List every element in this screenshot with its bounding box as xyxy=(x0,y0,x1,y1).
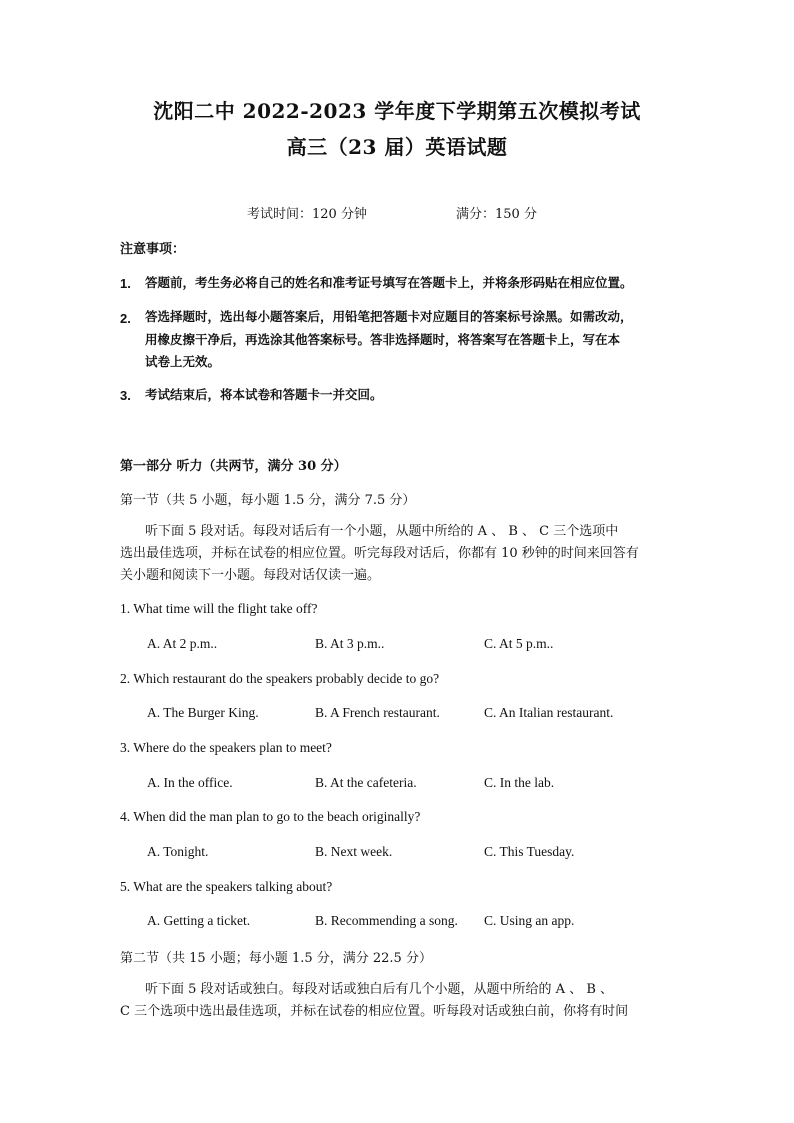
notice-item-number: 2. xyxy=(120,311,131,326)
notice-heading: 注意事项： xyxy=(120,242,186,257)
notice-item-number: 1. xyxy=(120,276,131,291)
option-c: C. This Tuesday. xyxy=(484,844,575,859)
question: 4. When did the man plan to go to the beach originally? xyxy=(120,809,421,824)
instructions-line: 听下面 5 段对话或独白。每段对话或独白后有几个小题，从题中所给的 A 、 B 、 xyxy=(145,982,614,997)
option-b: B. A French restaurant. xyxy=(315,705,440,720)
instructions-line: 关小题和阅读下一小题。每段对话仅读一遍。 xyxy=(120,568,381,583)
option-a: A. The Burger King. xyxy=(147,705,259,720)
option-a: A. Getting a ticket. xyxy=(147,913,251,928)
section-heading: 第二节（共 15 小题；每小题 1.5 分，满分 22.5 分） xyxy=(120,951,432,966)
question: 5. What are the speakers talking about? xyxy=(120,879,333,894)
question: 1. What time will the flight take off? xyxy=(120,601,318,616)
notice-item-text: 试卷上无效。 xyxy=(145,354,221,369)
exam-time: 考试时间：120 分钟 xyxy=(247,207,367,222)
notice-item-number: 3. xyxy=(120,388,131,403)
exam-title: 沈阳二中 2022-2023 学年度下学期第五次模拟考试 xyxy=(153,99,641,123)
option-c: C. Using an app. xyxy=(484,913,575,928)
instructions-line: 选出最佳选项，并标在试卷的相应位置。听完每段对话后，你都有 10 秒钟的时间来回答有 xyxy=(120,546,639,561)
exam-subtitle: 高三（23 届）英语试题 xyxy=(286,135,508,159)
notice-item-text: 考试结束后，将本试卷和答题卡一并交回。 xyxy=(145,387,383,402)
option-b: B. Next week. xyxy=(315,844,393,859)
option-c: C. At 5 p.m.. xyxy=(484,636,554,651)
option-c: C. In the lab. xyxy=(484,775,555,790)
part-heading: 第一部分 听力（共两节，满分 30 分） xyxy=(120,459,347,474)
option-a: A. At 2 p.m.. xyxy=(147,636,218,651)
instructions-line: C 三个选项中选出最佳选项，并标在试卷的相应位置。听每段对话或独白前，你将有时间 xyxy=(120,1004,629,1019)
notice-item-text: 用橡皮擦干净后，再选涂其他答案标号。答非选择题时，将答案写在答题卡上，写在本 xyxy=(145,332,621,347)
instructions-line: 听下面 5 段对话。每段对话后有一个小题，从题中所给的 A 、 B 、 C 三个选项中 xyxy=(145,524,619,539)
question: 3. Where do the speakers plan to meet? xyxy=(120,740,332,755)
option-a: A. In the office. xyxy=(147,775,233,790)
option-c: C. An Italian restaurant. xyxy=(484,705,614,720)
exam-score: 满分：150 分 xyxy=(456,207,537,222)
option-a: A. Tonight. xyxy=(147,844,209,859)
notice-item-text: 答题前，考生务必将自己的姓名和准考证号填写在答题卡上，并将条形码贴在相应位置。 xyxy=(145,275,633,290)
option-b: B. At the cafeteria. xyxy=(315,775,417,790)
option-b: B. At 3 p.m.. xyxy=(315,636,385,651)
notice-item-text: 答选择题时，选出每小题答案后，用铅笔把答题卡对应题目的答案标号涂黑。如需改动， xyxy=(145,309,633,324)
section-heading: 第一节（共 5 小题，每小题 1.5 分，满分 7.5 分） xyxy=(120,493,416,508)
question: 2. Which restaurant do the speakers probably decide to go? xyxy=(120,671,440,686)
option-b: B. Recommending a song. xyxy=(315,913,458,928)
